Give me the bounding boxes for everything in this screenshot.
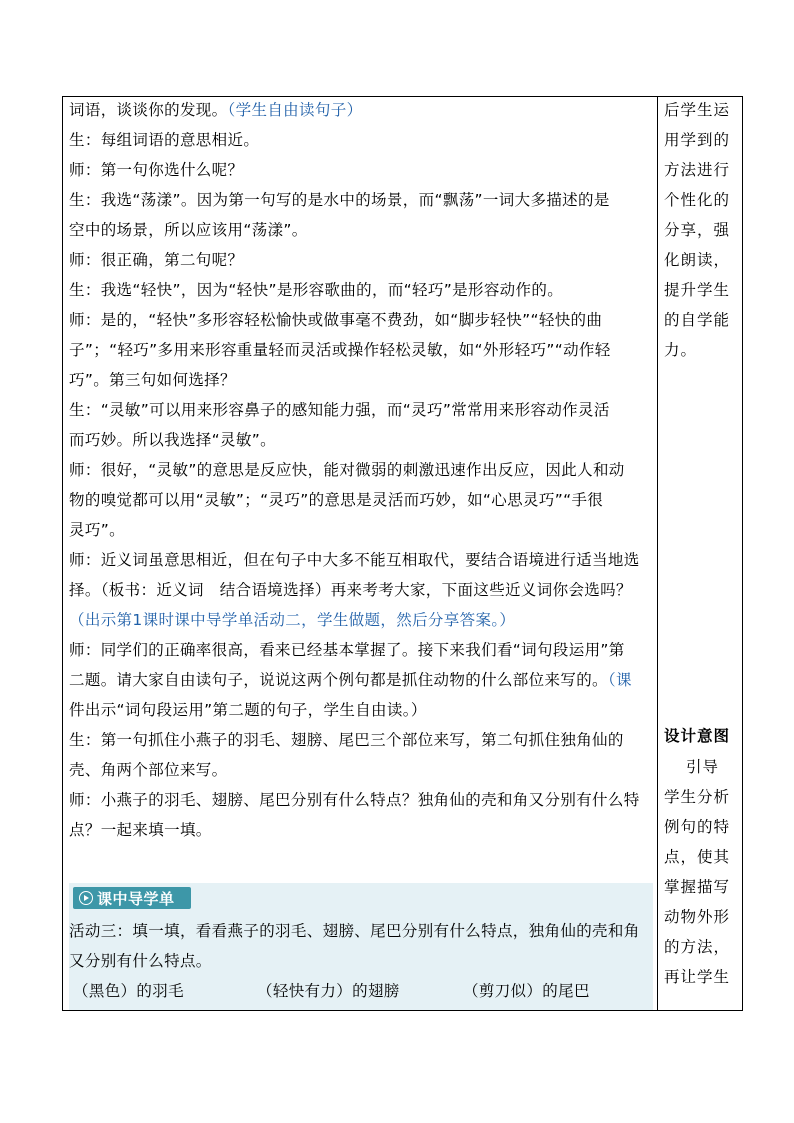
design-intent-line: 的方法， (664, 938, 731, 956)
dialogue-line (69, 820, 212, 840)
line-text: 择。（板书：近义词 结合语境选择）再来考考大家，下面这些近义词你会选吗？ (69, 581, 632, 599)
line-text: 师：近义词虽意思相近，但在句子中大多不能互相取代，要结合语境进行适当地选 (69, 551, 640, 569)
design-intent-line: 例句的特 (664, 818, 731, 836)
line-text: 师：第一句你选什么呢？ (69, 161, 244, 179)
design-note-line: 方法进行 (664, 161, 731, 179)
activity-line: 活动三：填一填，看看燕子的羽毛、翅膀、尾巴分别有什么特点，独角仙的壳和角 (69, 922, 640, 940)
line-text: 子”；“轻巧”多用来形容重量轻而灵活或操作轻松灵敏，如“外形轻巧”“动作轻 (69, 341, 611, 359)
dialogue-line (69, 130, 259, 150)
line-text: 师：很好，“灵敏”的意思是反应快，能对微弱的刺激迅速作出反应，因此人和动 (69, 461, 625, 479)
design-intent-line: 再让学生 (664, 968, 731, 986)
dialogue-line (69, 430, 276, 450)
teaching-process-column (63, 97, 657, 1010)
line-text: 点？一起来填一填。 (69, 821, 212, 839)
line-text: 件出示“词句段运用”第二题的句子，学生自由读。） (69, 701, 427, 719)
guide-header (73, 887, 191, 909)
line-text: 灵巧”。 (69, 521, 125, 539)
dialogue-line (69, 340, 611, 360)
line-text: 而巧妙。所以我选择“灵敏”。 (69, 431, 276, 449)
design-note-line: 化朗读， (664, 251, 731, 269)
design-note-line: 个性化的 (664, 191, 731, 209)
line-text: 二题。请大家自由读句子，说说这两个例句都是抓住动物的什么部位来写的。 (69, 671, 608, 689)
line-text: 师：同学们的正确率很高，看来已经基本掌握了。接下来我们看“词句段运用”第 (69, 641, 625, 659)
line-text: 师：小燕子的羽毛、翅膀、尾巴分别有什么特点？独角仙的壳和角又分别有什么特 (69, 791, 640, 809)
design-note-line: 后学生运 (664, 101, 731, 119)
design-intent-line: 动物外形 (664, 908, 731, 926)
answer-tail: （剪刀似）的尾巴 (463, 982, 590, 1000)
activity-line: 又分别有什么特点。 (69, 952, 212, 970)
line-text: 师：是的，“轻快”多形容轻松愉快或做事毫不费劲，如“脚步轻快”“轻快的曲 (69, 311, 603, 329)
dialogue-line (69, 250, 243, 270)
line-text: 生：我选“荡漾”。因为第一句写的是水中的场景，而“飘荡”一词大多描述的是 (69, 191, 610, 209)
design-intent-column (658, 97, 742, 1010)
answer-feather: （黑色）的羽毛 (73, 982, 184, 1000)
line-text: 生：第一句抓住小燕子的羽毛、翅膀、尾巴三个部位来写，第二句抓住独角仙的 (69, 731, 624, 749)
design-note-line: 分享，强 (664, 221, 731, 239)
dialogue-line (69, 670, 632, 690)
design-note-line: 用学到的 (664, 131, 731, 149)
dialogue-line (69, 370, 236, 390)
lesson-plan-table (62, 96, 743, 1011)
stage-direction: （课 (607, 671, 632, 689)
dialogue-line (69, 760, 228, 780)
dialogue-line (69, 280, 563, 300)
dialogue-line (69, 730, 624, 750)
dialogue-line (69, 550, 640, 570)
dialogue-line (69, 160, 243, 180)
guide-title: 课中导学单 (97, 889, 175, 908)
design-note-line: 力。 (664, 341, 698, 359)
line-text: 空中的场景，所以应该用“荡漾”。 (69, 221, 308, 239)
dialogue-line (69, 100, 362, 120)
dialogue-line (69, 640, 625, 660)
design-intent-line: 学生分析 (664, 788, 731, 806)
dialogue-line (69, 460, 625, 480)
stage-direction: （学生自由读句子） (227, 101, 363, 119)
dialogue-line (69, 610, 515, 630)
line-text: 巧”。第三句如何选择？ (69, 371, 236, 389)
line-text: 物的嗅觉都可以用“灵敏”；“灵巧”的意思是灵活而巧妙，如“心思灵巧”“手很 (69, 491, 604, 509)
dialogue-line (69, 490, 603, 510)
line-text: 生：每组词语的意思相近。 (69, 131, 260, 149)
line-text: 词语，谈谈你的发现。 (69, 101, 228, 119)
dialogue-line (69, 700, 427, 720)
line-text: （出示第1课时课中导学单活动二，学生做题，然后分享答案。） (69, 611, 516, 629)
design-intent-line: 引导 (686, 758, 720, 776)
in-class-guide-sheet (69, 883, 653, 1010)
line-text: 生：我选“轻快”，因为“轻快”是形容歌曲的，而“轻巧”是形容动作的。 (69, 281, 564, 299)
design-intent-line: 点，使其 (664, 848, 731, 866)
play-circle-icon (79, 891, 93, 905)
dialogue-line (69, 190, 610, 210)
dialogue-line (69, 520, 125, 540)
dialogue-line (69, 400, 610, 420)
line-text: 师：很正确，第二句呢？ (69, 251, 244, 269)
answer-wing: （轻快有力）的翅膀 (257, 982, 400, 1000)
design-note-line: 的自学能 (664, 311, 731, 329)
dialogue-line (69, 310, 602, 330)
line-text: 壳、角两个部位来写。 (69, 761, 228, 779)
dialogue-line (69, 220, 308, 240)
design-intent-line: 掌握描写 (664, 878, 731, 896)
design-intent-heading: 设计意图 (664, 727, 731, 745)
dialogue-line (69, 790, 640, 810)
design-note-line: 提升学生 (664, 281, 731, 299)
line-text: 生：“灵敏”可以用来形容鼻子的感知能力强，而“灵巧”常常用来形容动作灵活 (69, 401, 610, 419)
dialogue-line (69, 580, 632, 600)
